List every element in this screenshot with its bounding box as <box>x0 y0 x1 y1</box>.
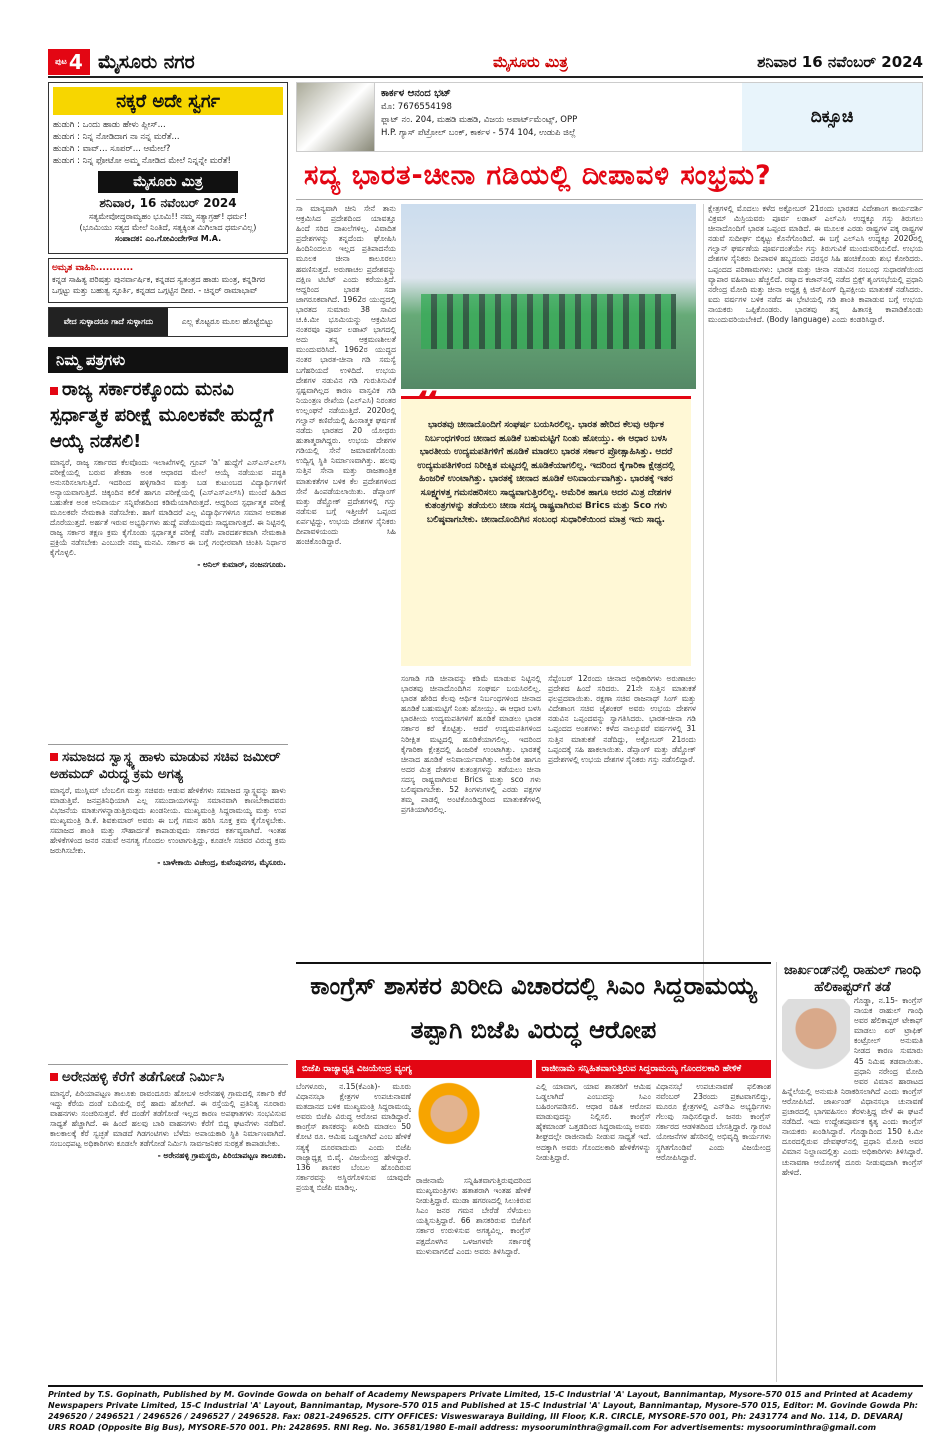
letter-item <box>48 1065 288 1395</box>
story-left <box>296 204 696 994</box>
author-info <box>375 83 742 151</box>
humour-box <box>48 82 288 254</box>
proverb-title: ವೇದ ಸುಳ್ಳಾದರೂ ಗಾದೆ ಸುಳ್ಳಾಗದು <box>49 308 168 336</box>
edition-line: ಸತ್ಯಮೇವೋದ್ಧರಾಮ್ಯಹಂ ಭೂಮಿ!! ನಮ್ಮ ಸತ್ಯಾಗ್ರಹ್! ಧರ್ಮ! <box>88 212 248 221</box>
joke-lines <box>53 119 283 167</box>
story-column: ಬೆಂಗಳೂರು, ನ.15(ಕೆಎಂಶಿ)- ಮೂರು ವಿಧಾನಸಭಾ ಕ್ಷೇತ್ರಗಳ ಉಪಚುನಾವಣೆ ಮತದಾನದ ಬಳಿಕ ಮುಖ್ಯಮಂತ್ರಿ ಸಿದ್ದರಾಮಯ್ಯ ಅವರು ಬಿಜೆಪಿ ವಿರುದ್ಧ ಆರೋಪ ಮಾಡಿದ್ದಾರೆ. ಕಾಂಗ್ರೆಸ್ ಶಾಸಕರನ್ನು ಖರೀದಿ ಮಾಡಲು 50 ಕೋಟಿ ರೂ. ಆಮಿಷ ಒಡ್ಡಲಾಗಿದೆ ಎಂಬ ಹೇಳಿಕೆ ಸತ್ಯಕ್ಕೆ ದೂರವಾದುದು ಎಂದು ಬಿಜೆಪಿ ರಾಜ್ಯಾಧ್ಯಕ್ಷ ಬಿ.ವೈ. ವಿಜಯೇಂದ್ರ ಹೇಳಿದ್ದಾರೆ. 136 ಶಾಸಕರ ಬೆಂಬಲ ಹೊಂದಿರುವ ಸರ್ಕಾರವನ್ನು ಅಸ್ಥಿರಗೊಳಿಸುವ ಯಾವುದೇ ಪ್ರಯತ್ನ ಬಿಜೆಪಿ ಮಾಡಿಲ್ಲ. <box>296 1082 411 1192</box>
story-column: ಸಂಗಾಡಿ ಗಡಿ ಚೀನಾವನ್ನು ಕಡಿಮೆ ಮಾಡುವ ನಿಟ್ಟಿನಲ್ಲಿ ಭಾರತವು ಚೀನಾದೊಂದಿಗಿನ ಸಂಘರ್ಷ ಬಯಸಿರಲಿಲ್ಲ. ಭಾರತ ಹೇರಿದ ಕೆಲವು ಆರ್ಥಿಕ ನಿರ್ಬಂಧಗಳಿಂದ ಚೀನಾದ ಹೂಡಿಕೆ ಬಹುಮಟ್ಟಿಗೆ ನಿಂತು ಹೋಯ್ತು. ಈ ಆಧಾರ ಬಳಸಿ ಭಾರತೀಯ ಉದ್ಯಮಪತಿಗಳಿಗೆ ಹೂಡಿಕೆ ಮಾಡಲು ಭಾರತ ಸರ್ಕಾರ ಕರೆ ಕೊಟ್ಟಿತ್ತು. ಆದರೆ ಉದ್ಯಮಪತಿಗಳಿಂದ ನಿರೀಕ್ಷಿತ ಮಟ್ಟದಲ್ಲಿ ಹೂಡಿಕೆಯಾಗಲಿಲ್ಲ. ಇದರಿಂದ ಕೈಗಾರಿಕಾ ಕ್ಷೇತ್ರದಲ್ಲಿ ಹಿಂಜರಿಕೆ ಉಂಟಾಗಿತ್ತು. ಭಾರತಕ್ಕೆ ಚೀನಾದ ಹೂಡಿಕೆ ಅನಿವಾರ್ಯವಾಗಿತ್ತು. ಅಮೆರಿಕ ಹಾಗೂ ಅದರ ಮಿತ್ರ ದೇಶಗಳ ಕುತಂತ್ರಗಳನ್ನು ತಡೆಯಲು ಚೀನಾ ಸದಸ್ಯ ರಾಷ್ಟ್ರವಾಗಿರುವ Brics ಮತ್ತು sco ಗಳು ಬಲಿಷ್ಠವಾಗಬೇಕು. 52 ತಿಂಗಳುಗಳಲ್ಲಿ ಎರಡು ಪಕ್ಷಗಳ ತಮ್ಮ ಪಾಡಲ್ಲಿ ಅಂಟಿಕೊಂಡಿದ್ದರಿಂದ ಮಾತುಕತೆಗಳಲ್ಲಿ ಪ್ರಗತಿಯಾಗಿರಲಿಲ್ಲ. <box>401 674 541 815</box>
dateline: ಶನಿವಾರ 16 ನವೆಂಬರ್ 2024 <box>757 53 923 71</box>
amrita-text: ಕನ್ನಡ ಸಾಹಿತ್ಯ ಪರಿಷತ್ತು ಪುನರ್ವಾರ್ಷಿಕ, ಕನ್ನಡದ ಸ್ವತಂತ್ರದ ಹಾಡು ಮಂತ್ರ, ಕನ್ನಡಿಗರ ಒಗ್ಗಟ್ಟು ಮತ್ತು ಬಹುತ್ವ ಸ್ಫೂರ್ತಿ, ಕನ್ನಡದ ಒಗ್ಗಟ್ಟಿನ ದೀಪ. - ಚಿನ್ನರ್ ರಾಮಾಭಾವ್ <box>52 275 266 295</box>
edition-line: (ಭೂಮಿಯು ಸತ್ಯದ ಮೇಲೆ ನಿಂತಿದೆ, ಸತ್ಯಕ್ಕಿಂತ ಮಿಗಿಲಾದ ಧರ್ಮವಿಲ್ಲ) <box>79 223 257 232</box>
joke-line: ಹುಡುಗಿ : ವಾವ್... ಸೂಪರ್... ಆಮೇಲೆ? <box>53 144 171 154</box>
letter-item <box>48 373 288 745</box>
author-line: ಮೊ: 7676554198 <box>381 102 452 112</box>
story-column: ವಿಧಾನಸಭೆ ಉಪಚುನಾವಣೆ ಫಲಿತಾಂಶ ನವೆಂಬರ್ 23ರಂದು ಪ್ರಕಟವಾಗಲಿದ್ದು, ಮೂರೂ ಕ್ಷೇತ್ರಗಳಲ್ಲಿ ಎನ್‌ಡಿಎ ಅಭ್ಯರ್ಥಿಗಳು ಗೆಲುವು ಸಾಧಿಸಲಿದ್ದಾರೆ. ಜನರು ಕಾಂಗ್ರೆಸ್ ಸರ್ಕಾರದ ಆಡಳಿತದಿಂದ ಬೇಸತ್ತಿದ್ದಾರೆ. ಗ್ಯಾರಂಟಿ ಯೋಜನೆಗಳ ಹೆಸರಿನಲ್ಲಿ ಅಭಿವೃದ್ಧಿ ಕಾರ್ಯಗಳು ಸ್ಥಗಿತಗೊಂಡಿವೆ ಎಂದು ವಿಜಯೇಂದ್ರ ಆರೋಪಿಸಿದ್ದಾರೆ. <box>656 1082 771 1162</box>
edition-date: ಶನಿವಾರ, 16 ನವೆಂಬರ್ 2024 <box>99 196 237 210</box>
main-story <box>296 204 923 994</box>
rahul-headline: ಜಾರ್ಖಂಡ್‌ನಲ್ಲಿ ರಾಹುಲ್ ಗಾಂಧಿ ಹೆಲಿಕಾಪ್ಟರ್‌ಗೆ ತಡೆ <box>784 963 921 995</box>
main-story-area <box>296 82 923 994</box>
letter-item <box>48 745 288 1065</box>
joke-line: ಹುಡುಗಿ : ಒಂದು ಹಾಡು ಹೇಳು ಪ್ಲೀಸ್... <box>53 120 166 130</box>
column-name: ದಿಕ್ಸೂಚಿ <box>742 83 922 151</box>
vijayendra-photo <box>418 1082 480 1172</box>
letter-signature: - ಅರೇನಹಳ್ಳಿ ಗ್ರಾಮಸ್ಥರು, ಪಿರಿಯಾಪಟ್ಟಣ ತಾಲೂಕು. <box>157 1151 286 1160</box>
letter-body: ಮಾನ್ಯರೆ, ಪಿರಿಯಾಪಟ್ಟಣ ತಾಲೂಕು ರಾವಂದೂರು ಹೋಬಳಿ ಅರೇನಹಳ್ಳಿ ಗ್ರಾಮದಲ್ಲಿ ಸರ್ಕಾರಿ ಕೆರೆ ಇದ್ದು ಕೆರೆಯ ದಂಡೆ ಬದಿಯಲ್ಲಿ ರಸ್ತೆ ಹಾದು ಹೋಗಿದೆ. ಈ ರಸ್ತೆಯಲ್ಲಿ ಪ್ರತಿನಿತ್ಯ ನೂರಾರು ವಾಹನಗಳು ಸಂಚರಿಸುತ್ತವೆ. ಕೆರೆ ದಂಡೆಗೆ ತಡೆಗೋಡೆ ಇಲ್ಲದ ಕಾರಣ ಅಪಘಾತಗಳು ಸಂಭವಿಸುವ ಸಾಧ್ಯತೆ ಹೆಚ್ಚಾಗಿದೆ. ಈ ಹಿಂದೆ ಹಲವು ಬಾರಿ ವಾಹನಗಳು ಕೆರೆಗೆ ಬಿದ್ದ ಘಟನೆಗಳು ನಡೆದಿವೆ. ಕಾಲಕಾಲಕ್ಕೆ ಕೆರೆ ಸ್ವಚ್ಛತೆ ಮಾಡದೆ ಗಿಡಗಂಟಿಗಳು ಬೆಳೆದು ಅಪಾಯಕಾರಿ ಸ್ಥಿತಿ ನಿರ್ಮಾಣವಾಗಿದೆ. ಸಂಬಂಧಪಟ್ಟ ಅಧಿಕಾರಿಗಳು ಕೂಡಲೇ ತಡೆಗೋಡೆ ನಿರ್ಮಿಸಿ ಸಾರ್ವಜನಿಕರ ಸುರಕ್ಷತೆ ಕಾಪಾಡಬೇಕು. <box>50 1089 286 1148</box>
editor-line: ಸಂಪಾದಕ: ಎಂ.ಗೋವಿಂದೇಗೌಡ M.A. <box>114 234 222 243</box>
letter-title-text: ಅರೇನಹಳ್ಳಿ ಕೆರೆಗೆ ತಡೆಗೋಡೆ ನಿರ್ಮಿಸಿ <box>62 1069 225 1085</box>
proverb-box <box>48 307 288 337</box>
main-headline: ಸದ್ಯ ಭಾರತ-ಚೀನಾ ಗಡಿಯಲ್ಲಿ ದೀಪಾವಳಿ ಸಂಭ್ರಮ? <box>296 152 923 200</box>
imprint-footer: Printed by T.S. Gopinath, Published by M. Govinde Gowda on behalf of Academy Newspapers Private Limited, 15-C Industrial 'A' Layout, Bannimantap, Mysore-570 015 and Printed at Academy Newspapers Private Limited, 15-C Industrial 'A' Layout, Bannimantap, Mysore-570 015 and Published at 15-C Industrial 'A' Layout, Bannimantap, Mysore-570 015, Editor: M. Govinde Gowda Ph: 2496520 / 2496521 / 2496526 / 2496527 / 2496528. Fax: 0821-2496525. CITY OFFICES: Visweswaraya Building, III Floor, K.R. CIRCLE, MYSORE-570 001, Ph: 2431774 and No. 114, D. DEVARAJ URS ROAD (Opposite Big Bus), MYSORE-570 001. Ph: 2428695. RNI Reg. No. 36581/1980 E-mail address: mysooruminthra@gmail.com For advertisements: mysooruminthra@gmail.com <box>48 1385 923 1421</box>
story-column: ರಾಜೀನಾಮೆ ಸನ್ನಿಹಿತವಾಗುತ್ತಿರುವುದರಿಂದ ಮುಖ್ಯಮಂತ್ರಿಗಳು ಹತಾಶರಾಗಿ ಇಂತಹ ಹೇಳಿಕೆ ನೀಡುತ್ತಿದ್ದಾರೆ. ಮುಡಾ ಹಗರಣದಲ್ಲಿ ಸಿಲುಕಿರುವ ಸಿಎಂ ಜನರ ಗಮನ ಬೇರೆಡೆ ಸೆಳೆಯಲು ಯತ್ನಿಸುತ್ತಿದ್ದಾರೆ. 66 ಶಾಸಕರಿರುವ ಬಿಜೆಪಿಗೆ ಸರ್ಕಾರ ಉರುಳಿಸುವ ಅಗತ್ಯವಿಲ್ಲ. ಕಾಂಗ್ರೆಸ್ ಪಕ್ಷದೊಳಗಿನ ಒಳಜಗಳವೇ ಸರ್ಕಾರಕ್ಕೆ ಮುಳುವಾಗಲಿದೆ ಎಂದು ಅವರು ತಿಳಿಸಿದ್ದಾರೆ. <box>416 1176 531 1256</box>
letter-body: ಮಾನ್ಯರೆ, ರಾಜ್ಯ ಸರ್ಕಾರದ ಕೆಲವೊಂದು ಇಲಾಖೆಗಳಲ್ಲಿ ಗ್ರೂಪ್ 'ಡಿ' ಹುದ್ದೆಗೆ ಎಸ್ಎಸ್ಎಲ್‌ಸಿ ಪರೀಕ್ಷೆಯಲ್ಲಿ ಬರುವ ಶೇಕಡಾ ಅಂಕ ಆಧಾರದ ಮೇಲೆ ಆಯ್ಕೆ ನಡೆಯುವ ಪದ್ಧತಿ ಅನುಸರಿಸಲಾಗುತ್ತಿದೆ. ಇದರಿಂದ ಹಳ್ಳಿಗಾಡಿನ ಮತ್ತು ಬಡ ಕುಟುಂಬದ ವಿದ್ಯಾರ್ಥಿಗಳಿಗೆ ಅನ್ಯಾಯವಾಗುತ್ತಿದೆ. ಚಿಕ್ಕಂದಿನ ಕಲಿಕೆ ಹಾಗೂ ಪರೀಕ್ಷೆಯಲ್ಲಿ (ಎಸ್ಎಸ್ಎಲ್‌ಸಿ) ಮುಂದೆ ಹಿಡಿದ ಬಹುತೇಕ ಅಂಕ ಅನಿವಾರ್ಯ ಸನ್ನಿವೇಶದಿಂದ ಕಡಿಮೆಯಾಗಿರುತ್ತದೆ. ಆದ್ದರಿಂದ ಸ್ಪರ್ಧಾತ್ಮಕ ಪರೀಕ್ಷೆ ಮೂಲಕವೇ ನೇಮಕಾತಿ ನಡೆಸಬೇಕು. ಹಾಗೆ ಮಾಡಿದರೆ ಎಲ್ಲ ವಿದ್ಯಾರ್ಥಿಗಳಿಗೂ ಸಮಾನ ಅವಕಾಶ ದೊರೆಯುತ್ತದೆ. ಅರ್ಹತೆ ಇರುವ ಅಭ್ಯರ್ಥಿಗಳು ಹುದ್ದೆ ಪಡೆಯುವುದು ಸಾಧ್ಯವಾಗುತ್ತದೆ. ಈ ನಿಟ್ಟಿನಲ್ಲಿ ರಾಜ್ಯ ಸರ್ಕಾರ ತಕ್ಷಣ ಕ್ರಮ ಕೈಗೊಂಡು ಸ್ಪರ್ಧಾತ್ಮಕ ಪರೀಕ್ಷೆ ನಡೆಸಿ ಪಾರದರ್ಶಕವಾಗಿ ನೇಮಕಾತಿ ಪ್ರಕ್ರಿಯೆ ನಡೆಸಬೇಕು ಎಂಬುದೇ ನಮ್ಮ ಮನವಿ. ಸರ್ಕಾರ ಈ ಬಗ್ಗೆ ಗಂಭೀರವಾಗಿ ಚಿಂತಿಸಿ ನಿರ್ಧಾರ ಕೈಗೊಳ್ಳಲಿ. <box>50 458 286 557</box>
congress-story-headline-box <box>296 962 771 1057</box>
joke-line: ಹುಡುಗ : ನಿನ್ನ ನೋಡಿದಾಗ ನಾ ನನ್ನ ಮರೆತೆ... <box>53 132 180 142</box>
page-number: 4 <box>68 50 83 74</box>
rahul-photo <box>782 999 850 1077</box>
left-column <box>48 82 288 1382</box>
letter-title <box>50 749 286 783</box>
bullet-square-icon <box>50 1073 58 1081</box>
letter-title <box>50 1069 286 1086</box>
kicker: ಬಿಜೆಪಿ ರಾಜ್ಯಾಧ್ಯಕ್ಷ ವಿಜಯೇಂದ್ರ ವ್ಯಂಗ್ಯ <box>296 1060 532 1078</box>
masthead: ಮೈಸೂರು ಮಿತ್ರ <box>493 53 568 71</box>
masthead-logo: ಮೈಸೂರು ಮಿತ್ರ <box>98 171 238 193</box>
letter-signature: - ಅನಿಲ್ ಕುಮಾರ್, ನಂಜನಗೂಡು. <box>197 560 286 569</box>
letter-title-text: ಸಮಾಜದ ಸ್ವಾಸ್ಥ್ಯ ಹಾಳು ಮಾಡುವ ಸಚಿವ ಜಮೀರ್ ಅಹಮದ್ ವಿರುದ್ಧ ಕ್ರಮ ಅಗತ್ಯ <box>50 749 281 782</box>
kicker-strip <box>296 1060 771 1078</box>
page-number-box <box>48 49 90 75</box>
congress-headline: ಕಾಂಗ್ರೆಸ್ ಶಾಸಕರ ಖರೀದಿ ವಿಚಾರದಲ್ಲಿ ಸಿಎಂ ಸಿದ್ದರಾಮಯ್ಯ ತಪ್ಪಾಗಿ ಬಿಜೆಪಿ ವಿರುದ್ಧ ಆರೋಪ <box>310 972 757 1044</box>
pull-quote: ಭಾರತವು ಚೀನಾದೊಂದಿಗೆ ಸಂಘರ್ಷ ಬಯಸಿರಲಿಲ್ಲ. ಭಾರತ ಹೇರಿದ ಕೆಲವು ಆರ್ಥಿಕ ನಿರ್ಬಂಧಗಳಿಂದ ಚೀನಾದ ಹೂಡಿಕೆ ಬಹುಮಟ್ಟಿಗೆ ನಿಂತು ಹೋಯ್ತು. ಈ ಆಧಾರ ಬಳಸಿ ಭಾರತೀಯ ಉದ್ಯಮಪತಿಗಳಿಗೆ ಹೂಡಿಕೆ ಮಾಡಲು ಭಾರತ ಸರ್ಕಾರ ಪ್ರೋತ್ಸಾಹಿಸಿತ್ತು. ಆದರೆ ಉದ್ಯಮಪತಿಗಳಿಂದ ನಿರೀಕ್ಷಿತ ಮಟ್ಟದಲ್ಲಿ ಹೂಡಿಕೆಯಾಗಲಿಲ್ಲ. ಇದರಿಂದ ಕೈಗಾರಿಕಾ ಕ್ಷೇತ್ರದಲ್ಲಿ ಹಿಂಜರಿಕೆ ಉಂಟಾಗಿತ್ತು. ಭಾರತಕ್ಕೆ ಚೀನಾದ ಹೂಡಿಕೆ ಅನಿವಾರ್ಯವಾಗಿತ್ತು. ಭಾರತಕ್ಕೆ ಇತರ ಸೂಕ್ಷ್ಮಗಳತ್ತ ಗಮನಹರಿಸಲು ಸಾಧ್ಯವಾಗುತ್ತಿರಲಿಲ್ಲ. ಅಮೆರಿಕ ಹಾಗೂ ಅದರ ಮಿತ್ರ ದೇಶಗಳ ಕುತಂತ್ರಗಳನ್ನು ತಡೆಯಲು ಚೀನಾ ಸದಸ್ಯ ರಾಷ್ಟ್ರವಾಗಿರುವ Brics ಮತ್ತು Sco ಗಳು ಬಲಿಷ್ಠವಾಗಬೇಕು. ಚೀನಾದೊಂದಿಗಿನ ಸಂಬಂಧ ಸುಧಾರಿಕೆಯಿಂದ ಮಾತ್ರ ಇದು ಸಾಧ್ಯ. <box>401 396 691 666</box>
letters-heading: ನಿಮ್ಮ ಪತ್ರಗಳು <box>48 347 288 373</box>
proverb-text: ಎಲ್ಲ ಕೊಟ್ಟರೂ ಮೂಲ ಹೊಟ್ಟೆಬಿಟ್ಟು <box>181 317 274 326</box>
amrita-title: ಅಮೃತ ವಾಹಿನಿ........... <box>52 263 134 273</box>
kicker: ರಾಜೀನಾಮೆ ಸನ್ನಿಹಿತವಾಗುತ್ತಿರುವ ಸಿದ್ದರಾಮಯ್ಯ ಗೊಂದಲಕಾರಿ ಹೇಳಿಕೆ <box>536 1060 772 1078</box>
author-line: H.P. ಗ್ಯಾಸ್ ಪೆಟ್ರೋಲ್ ಬಂಕ್, ಕಾರ್ಕಳ - 574 104, ಉಡುಪಿ ಜಿಲ್ಲೆ <box>381 128 576 138</box>
soldier-row <box>421 294 676 349</box>
bullet-square-icon <box>50 753 58 761</box>
letter-title-text: ರಾಜ್ಯ ಸರ್ಕಾರಕ್ಕೊಂದು ಮನವಿ ಸ್ಪರ್ಧಾತ್ಮಕ ಪರೀಕ್ಷೆ ಮೂಲಕವೇ ಹುದ್ದೆಗೆ ಆಯ್ಕೆ ನಡೆಸಲಿ! <box>50 379 274 452</box>
letter-body: ಮಾನ್ಯರೆ, ಮುಸ್ಲಿಮ್ ಬೆಂಬಲಿಗ ಮತ್ತು ಸಚಿವರು ಆಡುವ ಹೇಳಿಕೆಗಳು ಸಮಾಜದ ಸ್ವಾಸ್ಥ್ಯವನ್ನು ಹಾಳು ಮಾಡುತ್ತಿವೆ. ಜನಪ್ರತಿನಿಧಿಯಾಗಿ ಎಲ್ಲ ಸಮುದಾಯಗಳನ್ನು ಸಮಾನವಾಗಿ ಕಾಣಬೇಕಾದವರು ವಿಭಜನೆಯ ಮಾತುಗಳನ್ನಾಡುತ್ತಿರುವುದು ಖಂಡನೀಯ. ಮುಖ್ಯಮಂತ್ರಿ ಸಿದ್ದರಾಮಯ್ಯ ಮತ್ತು ಉಪ ಮುಖ್ಯಮಂತ್ರಿ ಡಿ.ಕೆ. ಶಿವಕುಮಾರ್ ಅವರು ಈ ಬಗ್ಗೆ ಗಮನ ಹರಿಸಿ ಸೂಕ್ತ ಕ್ರಮ ಕೈಗೊಳ್ಳಬೇಕು. ಸಮಾಜದ ಶಾಂತಿ ಮತ್ತು ಸೌಹಾರ್ದತೆ ಕಾಪಾಡುವುದು ಸರ್ಕಾರದ ಕರ್ತವ್ಯವಾಗಿದೆ. ಇಂತಹ ಹೇಳಿಕೆಗಳಿಂದ ಜನರ ನಡುವೆ ಅನಗತ್ಯ ಗೊಂದಲ ಉಂಟಾಗುತ್ತಿದ್ದು, ಕೂಡಲೇ ಸಚಿವರ ವಿರುದ್ಧ ಕ್ರಮ ಜರುಗಿಸಬೇಕು. <box>50 786 286 855</box>
author-line: ಫ್ಲಾಟ್ ನಂ. 204, ಮಹಡಿ ಮಹಡಿ, ವಿಜಯ ಅಪಾರ್ಟ್‌ಮೆಂಟ್ಸ್, OPP <box>381 115 578 125</box>
joke-line: ಹುಡುಗ : ನಿನ್ನ ಫೋಟೋ ಅಮ್ಮ ನೋಡಿದ ಮೇಲೆ ನಿನ್ನನ್ನೇ ಮರೆತೆ! <box>53 156 231 166</box>
amrita-box <box>48 258 288 303</box>
page-header <box>48 48 923 78</box>
soldiers-photo <box>401 204 696 389</box>
congress-story-columns <box>296 1082 771 1382</box>
humour-title: ನಕ್ಕರೆ ಅದೇ ಸ್ವರ್ಗ <box>53 87 283 115</box>
page-label: ಪುಟ <box>55 57 67 66</box>
author-strip <box>296 82 923 152</box>
story-column: ಸೆಪ್ಟೆಂಬರ್ 12ರಂದು ಚೀನಾದ ಅಧಿಕಾರಿಗಳು ಅರುಣಾಚಲ ಪ್ರದೇಶದ ಹಿಂದೆ ಸರಿದರು. 21ನೇ ಸುತ್ತಿನ ಮಾತುಕತೆ ಫಲಪ್ರದವಾಯಿತು. ರಕ್ಷಣಾ ಸಚಿವ ರಾಜನಾಥ್ ಸಿಂಗ್ ಮತ್ತು ವಿದೇಶಾಂಗ ಸಚಿವ ಜೈಶಂಕರ್ ಅವರು ಉಭಯ ದೇಶಗಳ ನಡುವಿನ ಒಪ್ಪಂದವನ್ನು ಸ್ವಾಗತಿಸಿದರು. ಭಾರತ-ಚೀನಾ ಗಡಿ ಒಪ್ಪಂದದ ಅಂಶಗಳು: ಕಳೆದ ನಾಲ್ಕೂವರೆ ವರ್ಷಗಳಲ್ಲಿ 31 ಸುತ್ತಿನ ಮಾತುಕತೆ ನಡೆದಿದ್ದು, ಅಕ್ಟೋಬರ್ 21ರಂದು ಒಪ್ಪಂದಕ್ಕೆ ಸಹಿ ಹಾಕಲಾಯಿತು. ಡೆಪ್ಸಾಂಗ್ ಮತ್ತು ಡೆಮ್ಚೋಕ್ ಪ್ರದೇಶಗಳಲ್ಲಿ ಉಭಯ ದೇಶಗಳ ಸೈನಿಕರು ಗಸ್ತು ನಡೆಸಲಿದ್ದಾರೆ. <box>548 674 696 764</box>
story-column: ಎಲ್ಲಿ ಯಾವಾಗ, ಯಾವ ಶಾಸಕರಿಗೆ ಆಮಿಷ ಒಡ್ಡಲಾಗಿದೆ ಎಂಬುದನ್ನು ಸಿಎಂ ಬಹಿರಂಗಪಡಿಸಲಿ. ಆಧಾರ ರಹಿತ ಆರೋಪ ಮಾಡುವುದನ್ನು ನಿಲ್ಲಿಸಲಿ. ಕಾಂಗ್ರೆಸ್ ಹೈಕಮಾಂಡ್ ಒತ್ತಡದಿಂದ ಸಿದ್ದರಾಮಯ್ಯ ಅವರು ಶೀಘ್ರದಲ್ಲೇ ರಾಜೀನಾಮೆ ನೀಡುವ ಸಾಧ್ಯತೆ ಇದೆ. ಅದಕ್ಕಾಗಿ ಅವರು ಗೊಂದಲಕಾರಿ ಹೇಳಿಕೆಗಳನ್ನು ನೀಡುತ್ತಿದ್ದಾರೆ. <box>536 1082 651 1162</box>
bullet-square-icon <box>50 387 58 395</box>
letter-signature: - ಬಾಳೇಕಾಯಿ ವಿಜೇಂದ್ರ, ಕುವೆಂಪುನಗರ, ಮೈಸೂರು. <box>157 858 286 867</box>
story-column: ಸಾ ಮಾನ್ಯವಾಗಿ ಚೀನಿ ಸೇನೆ ತಾನು ಆಕ್ರಮಿಸಿದ ಪ್ರದೇಶದಿಂದ ಯಾವತ್ತೂ ಹಿಂದೆ ಸರಿದ ದಾಖಲೆಗಳಿಲ್ಲ. ವಿವಾದಿತ ಪ್ರದೇಶಗಳನ್ನು ತನ್ನದೆಂದು ಘೋಷಿಸಿ ಹಿಂದಿನಿಂದಲೂ ಇಲ್ಲದ ಪ್ರತಿಪಾದನೆಯ ಮೂಲಕ ಚೀನಾ ಕಾಲೂರಲು ಹವಣಿಸುತ್ತದೆ. ಅರುಣಾಚಲ ಪ್ರದೇಶವನ್ನು ದಕ್ಷಿಣ ಟಿಬೆಟ್ ಎಂದು ಕರೆಯುತ್ತಿದೆ. ಆದ್ದರಿಂದ ಭಾರತ ಸದಾ ಜಾಗರೂಕವಾಗಿದೆ. 1962ರ ಯುದ್ಧದಲ್ಲಿ ಭಾರತದ ಸುಮಾರು 38 ಸಾವಿರ ಚ.ಕಿ.ಮೀ ಭೂಮಿಯನ್ನು ಆಕ್ರಮಿಸಿದ ನಂತರವೂ ಪೂರ್ವ ಲಡಾಖ್ ಭಾಗದಲ್ಲಿ ಅದು ತನ್ನ ಆಕ್ರಮಣಶೀಲತೆ ಮುಂದುವರಿಸಿದೆ. 1962ರ ಯುದ್ಧದ ನಂತರ ಭಾರತ-ಚೀನಾ ಗಡಿ ಸಮಸ್ಯೆ ಬಗೆಹರಿಯದೆ ಉಳಿದಿದೆ. ಉಭಯ ದೇಶಗಳ ನಡುವಿನ ಗಡಿ ಗುರುತಿಸುವಿಕೆ ಸ್ಪಷ್ಟವಾಗಿಲ್ಲದ ಕಾರಣ ವಾಸ್ತವಿಕ ಗಡಿ ನಿಯಂತ್ರಣ ರೇಖೆಯ (ಎಲ್ಎಸಿ) ನಿರಂತರ ಉಲ್ಲಂಘನೆ ನಡೆಯುತ್ತಿದೆ. 2020ರಲ್ಲಿ ಗಲ್ವಾನ್ ಕಣಿವೆಯಲ್ಲಿ ಹಿಂಸಾತ್ಮಕ ಘರ್ಷಣೆ ನಡೆದು ಭಾರತದ 20 ಯೋಧರು ಹುತಾತ್ಮರಾಗಿದ್ದರು. ಉಭಯ ದೇಶಗಳ ಗಡಿಯಲ್ಲಿ ಸೇನೆ ಜಮಾವಣೆಗೊಂಡು ಉದ್ವಿಗ್ನ ಸ್ಥಿತಿ ನಿರ್ಮಾಣವಾಗಿತ್ತು. ಹಲವು ಸುತ್ತಿನ ಸೇನಾ ಮತ್ತು ರಾಜತಾಂತ್ರಿಕ ಮಾತುಕತೆಗಳ ಬಳಿಕ ಕೆಲ ಪ್ರದೇಶಗಳಿಂದ ಸೇನೆ ಹಿಂಪಡೆಯಲಾಯಿತು. ಡೆಪ್ಸಾಂಗ್ ಮತ್ತು ಡೆಮ್ಚೋಕ್ ಪ್ರದೇಶಗಳಲ್ಲಿ ಗಸ್ತು ನಡೆಸುವ ಬಗ್ಗೆ ಇತ್ತೀಚೆಗೆ ಒಪ್ಪಂದ ಏರ್ಪಟ್ಟಿದ್ದು, ಉಭಯ ದೇಶಗಳ ಸೈನಿಕರು ದೀಪಾವಳಿಯಂದು ಸಿಹಿ ಹಂಚಿಕೊಂಡಿದ್ದಾರೆ. <box>296 204 396 547</box>
rahul-story <box>776 962 923 1382</box>
section-name: ಮೈಸೂರು ನಗರ <box>98 51 195 73</box>
author-photo <box>297 83 375 151</box>
author-name: ಕಾರ್ಕಳ ಆನಂದ ಭಟ್ <box>381 88 451 99</box>
letter-title <box>50 377 286 455</box>
story-column: ಗೊಡ್ಡಾ, ನ.15- ಕಾಂಗ್ರೆಸ್ ನಾಯಕ ರಾಹುಲ್ ಗಾಂಧಿ ಅವರ ಹೆಲಿಕಾಪ್ಟರ್ ಟೇಕಾಫ್ ಮಾಡಲು ಏರ್ ಟ್ರಾಫಿಕ್ ಕಂಟ್ರೋಲ್ ಅನುಮತಿ ನೀಡದ ಕಾರಣ ಸುಮಾರು 45 ನಿಮಿಷ ತಡವಾಯಿತು. ಪ್ರಧಾನಿ ನರೇಂದ್ರ ಮೋದಿ ಅವರ ವಿಮಾನ ಹಾರಾಟದ ಹಿನ್ನೆಲೆಯಲ್ಲಿ ಅನುಮತಿ ನಿರಾಕರಿಸಲಾಗಿದೆ ಎಂದು ಕಾಂಗ್ರೆಸ್ ಆರೋಪಿಸಿದೆ. ಜಾರ್ಖಂಡ್ ವಿಧಾನಸಭಾ ಚುನಾವಣೆ ಪ್ರಚಾರದಲ್ಲಿ ಭಾಗವಹಿಸಲು ತೆರಳುತ್ತಿದ್ದ ವೇಳೆ ಈ ಘಟನೆ ನಡೆದಿದೆ. ಇದು ಉದ್ದೇಶಪೂರ್ವಕ ಕೃತ್ಯ ಎಂದು ಕಾಂಗ್ರೆಸ್ ನಾಯಕರು ಖಂಡಿಸಿದ್ದಾರೆ. ಗೊಡ್ಡಾದಿಂದ 150 ಕಿ.ಮೀ ದೂರದಲ್ಲಿರುವ ದೇವಘರ್‌ನಲ್ಲಿ ಪ್ರಧಾನಿ ಮೋದಿ ಅವರ ವಿಮಾನ ನಿಲ್ದಾಣದಲ್ಲಿತ್ತು ಎಂದು ಅಧಿಕಾರಿಗಳು ತಿಳಿಸಿದ್ದಾರೆ. ಚುನಾವಣಾ ಆಯೋಗಕ್ಕೆ ದೂರು ನೀಡುವುದಾಗಿ ಕಾಂಗ್ರೆಸ್ ಹೇಳಿದೆ. <box>782 996 923 1177</box>
story-column: ಕ್ಷೇತ್ರಗಳಲ್ಲಿ ಮೊದಲು ಕಳೆದ ಅಕ್ಟೋಬರ್ 21ರಂದು ಭಾರತದ ವಿದೇಶಾಂಗ ಕಾರ್ಯದರ್ಶಿ ವಿಕ್ರಮ್ ಮಿಸ್ರಿಯವರು ಪೂರ್ವ ಲಡಾಖ್ ಎಲ್ಎಸಿ ಉದ್ದಕ್ಕೂ ಗಸ್ತು ತಿರುಗಲು ಚೀನಾದೊಂದಿಗೆ ಭಾರತ ಒಪ್ಪಂದ ಮಾಡಿದೆ. ಈ ಮೂಲಕ ಎರಡು ರಾಷ್ಟ್ರಗಳ ಪಕ್ಕ ರಾಷ್ಟ್ರಗಳ ನಡುವೆ ಸುದೀರ್ಘ ಬಿಕ್ಕಟ್ಟು ಕೊನೆಗೊಂಡಿದೆ. ಈ ಬಗ್ಗೆ ಎಲ್ಎಸಿ ಉದ್ದಕ್ಕೂ 2020ರಲ್ಲಿ ಗಲ್ವಾನ್ ಘರ್ಷಣೆಯ ಪೂರ್ವದಂತೆಯೇ ಗಸ್ತು ತಿರುಗುವಿಕೆ ಮುಂದುವರಿಯಲಿದೆ. ಉಭಯ ದೇಶಗಳ ಸೈನಿಕರು ದೀಪಾವಳಿ ಹಬ್ಬದಂದು ಪರಸ್ಪರ ಸಿಹಿ ಹಂಚಿಕೊಂಡು ಶುಭ ಕೋರಿದರು. ಒಪ್ಪಂದದ ಪರಿಣಾಮಗಳು: ಭಾರತ ಮತ್ತು ಚೀನಾ ನಡುವಿನ ಸಂಬಂಧ ಸುಧಾರಣೆಯಿಂದ ವ್ಯಾಪಾರ ವಹಿವಾಟು ಹೆಚ್ಚಲಿದೆ. ರಷ್ಯಾದ ಕಜಾನ್‌ನಲ್ಲಿ ನಡೆದ ಬ್ರಿಕ್ಸ್ ಶೃಂಗಸಭೆಯಲ್ಲಿ ಪ್ರಧಾನಿ ನರೇಂದ್ರ ಮೋದಿ ಮತ್ತು ಚೀನಾ ಅಧ್ಯಕ್ಷ ಕ್ಸಿ ಜಿನ್‌ಪಿಂಗ್ ದ್ವಿಪಕ್ಷೀಯ ಮಾತುಕತೆ ನಡೆಸಿದರು. ಐದು ವರ್ಷಗಳ ಬಳಿಕ ನಡೆದ ಈ ಭೇಟಿಯಲ್ಲಿ ಗಡಿ ಶಾಂತಿ ಕಾಪಾಡುವ ಬಗ್ಗೆ ಉಭಯ ನಾಯಕರು ಒಪ್ಪಿಕೊಂಡರು. ಭಾರತವು ತನ್ನ ಹಿತಾಸಕ್ತಿ ಕಾಪಾಡಿಕೊಂಡು ಮುಂದುವರಿಯಬೇಕಿದೆ. (Body language) ಎಂದು ಕಂಡರಿಸಿದ್ದಾರೆ. <box>703 204 923 994</box>
